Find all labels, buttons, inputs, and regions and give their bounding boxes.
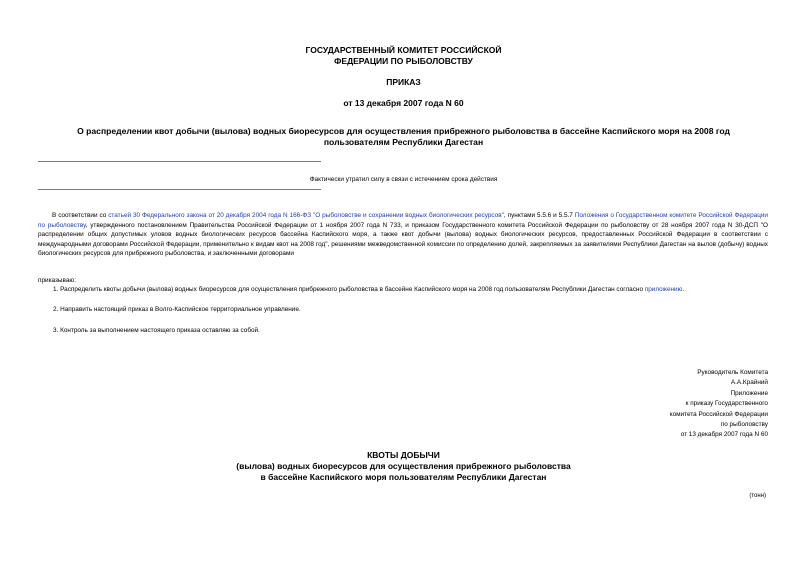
preamble-text-1: В соответствии со bbox=[52, 212, 109, 219]
document-title-line1: О распределении квот добычи (вылова) водных биоресурсов для осуществления прибрежного рыболовства в бассейне Каспийского моря на 2008 год bbox=[77, 126, 730, 136]
appendix-ref-line2: комитета Российской Федерации bbox=[669, 410, 768, 418]
appendix-ref-line3: по рыболовству bbox=[720, 421, 768, 429]
committee-regulation-link[interactable]: Положения о Государственном комитете Российской Федерации по рыболовству bbox=[38, 212, 768, 229]
federal-law-link[interactable]: статьей 30 Федерального закона от 20 декабря 2004 года N 166-ФЗ "О рыболовстве и сохранении водных биологических ресурсов" bbox=[108, 212, 504, 219]
order-item-1-text: 1. Распределить квоты добычи (вылова) водных биоресурсов для осуществления прибрежного рыболовства в бассейне Каспийского моря на 2008 год пользователям Республики Дагестан согласно bbox=[53, 286, 645, 293]
preamble-paragraph bbox=[38, 211, 768, 259]
order-item-2: 2. Направить настоящий приказ в Волго-Каспийское территориальное управление. bbox=[53, 306, 301, 313]
agency-name-line2: ФЕДЕРАЦИИ ПО РЫБОЛОВСТВУ bbox=[334, 56, 473, 66]
preamble-text-3: , утвержденного постановлением Правительства Российской Федерации от 1 ноября 2007 года N 733, и приказом Государственного комитета Российской Федерации по рыболовству от 28 ноября 2007 года N 30-ДСП "О распределении общих допустимых уловов водных биологических ресурсов бассейна Каспийского моря, а также квот добычи (вылова) водных биологических ресурсов, предоставленных Российской Федерации в соответствии с международными договорами Российской Федерации, применительно к видам квот на 2008 год", решениями межведомственной комиссии по определению долей, закрепляемых за заявителями Республики Дагестан на вылов (добычу) водных биологических ресурсов для прибрежного рыболовства, и заключенными договорами bbox=[38, 221, 768, 258]
divider-bottom bbox=[38, 189, 321, 190]
preamble-text-2: , пунктами 5.5.6 и 5.5.7 bbox=[503, 212, 575, 219]
signature-block bbox=[670, 368, 768, 441]
quotas-subtitle-line1: (вылова) водных биоресурсов для осуществления прибрежного рыболовства bbox=[236, 461, 571, 471]
unit-label: (тонн) bbox=[749, 493, 766, 499]
status-note: Фактически утратил силу в связи с истечением срока действия bbox=[309, 176, 498, 183]
signatory-position: Руководитель Комитета bbox=[697, 369, 768, 376]
quotas-subtitle-line2: в бассейне Каспийского моря пользователям Республики Дагестан bbox=[260, 472, 547, 482]
order-word: приказываю: bbox=[38, 277, 76, 284]
agency-name-line1: ГОСУДАРСТВЕННЫЙ КОМИТЕТ РОССИЙСКОЙ bbox=[305, 45, 502, 55]
order-item-1 bbox=[53, 285, 768, 295]
document-type: ПРИКАЗ bbox=[386, 77, 421, 87]
document-title-line2: пользователям Республики Дагестан bbox=[323, 137, 484, 147]
appendix-link[interactable]: приложению bbox=[644, 286, 683, 293]
document-date: от 13 декабря 2007 года N 60 bbox=[343, 98, 464, 108]
quotas-title: КВОТЫ ДОБЫЧИ bbox=[367, 450, 440, 460]
divider-top bbox=[38, 161, 321, 162]
appendix-ref-line1: к приказу Государственного bbox=[685, 400, 768, 408]
order-item-3: 3. Контроль за выполнением настоящего приказа оставляю за собой. bbox=[53, 327, 260, 334]
order-item-1-end: . bbox=[682, 286, 685, 293]
appendix-label: Приложение bbox=[730, 389, 768, 397]
signatory-name: А.А.Крайний bbox=[730, 379, 768, 387]
appendix-ref-line4: от 13 декабря 2007 года N 60 bbox=[680, 431, 768, 439]
